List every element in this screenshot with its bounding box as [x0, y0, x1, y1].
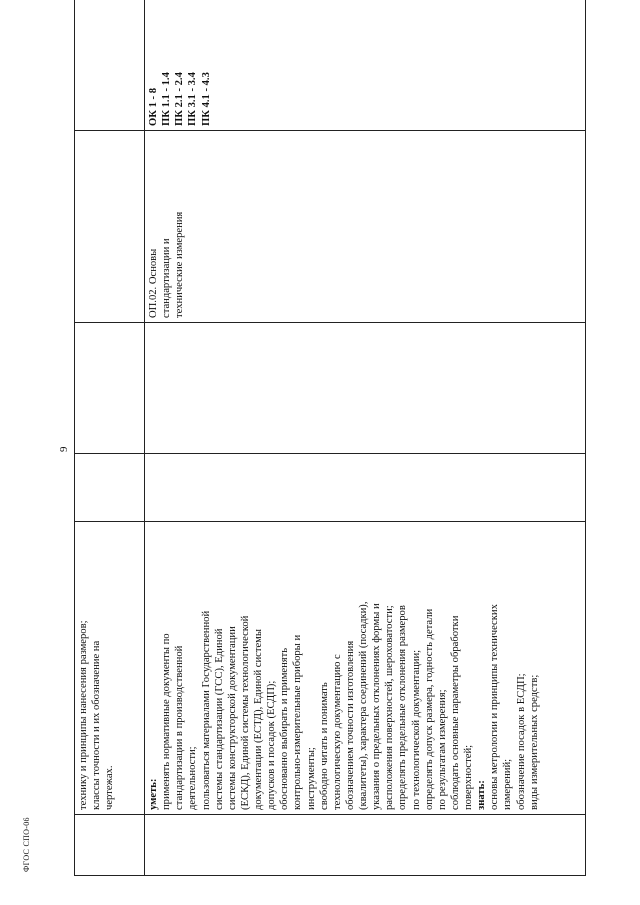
table-cell-discipline — [145, 131, 586, 323]
table-cell-requirements — [145, 522, 586, 815]
text-line: технику и принципы нанесения размеров; — [78, 620, 89, 810]
table-cell-empty — [75, 131, 145, 323]
table-row — [145, 0, 586, 876]
discipline-line: стандартизации и — [161, 238, 173, 318]
skill-line: поверхностей; — [463, 744, 474, 810]
skill-line: контрольно-измерительные приборы и — [292, 634, 304, 810]
competency-table — [74, 0, 586, 876]
knowledge-line: основы метрологии и принципы технических — [489, 604, 501, 810]
skill-line: инструменты; — [305, 747, 317, 810]
skill-line: (ЕСКД), Единой системы технологической — [239, 615, 251, 810]
competency-code: ПК 4.1 - 4.3 — [200, 72, 212, 126]
competency-code: ПК 2.1 - 2.4 — [174, 72, 186, 126]
skill-line: деятельности; — [187, 746, 199, 810]
knowledge-line: виды измерительных средств; — [528, 674, 540, 810]
text-line: чертежах. — [104, 765, 116, 810]
rotated-page-content — [74, 31, 586, 876]
table-cell-empty — [145, 323, 586, 454]
page-number: 9 — [58, 446, 70, 452]
skill-line: расположения поверхностей, шероховатости; — [384, 605, 396, 810]
skill-line: системы конструкторской документации — [226, 626, 238, 810]
table-cell-index — [145, 815, 586, 876]
knowledge-line: обозначение посадок в ЕСДП; — [515, 673, 527, 810]
table-cell-empty — [75, 0, 145, 131]
competency-code: ОК 1 - 8 — [148, 88, 159, 126]
skill-line: обоснованно выбирать и применять — [279, 647, 291, 810]
table-cell-empty — [75, 323, 145, 454]
skill-line: определять предельные отклонения размеров — [397, 605, 409, 810]
skill-line: указания о предельных отклонениях формы и — [371, 603, 383, 810]
skill-line: по результатам измерения; — [436, 689, 448, 810]
footer-code: ФГОС СПО-06 — [22, 817, 31, 872]
table-cell-competencies — [145, 0, 586, 131]
skill-line: системы стандартизации (ГСС), Единой — [213, 628, 225, 810]
skill-line: обозначением точности изготовления — [344, 640, 356, 810]
skill-line: (квалитеты), характера соединений (посадки), — [358, 601, 369, 810]
skill-line: по технологической документации; — [410, 649, 422, 810]
text-line: классы точности и их обозначение на — [91, 640, 103, 810]
skill-line: свободно читать и понимать — [318, 682, 330, 810]
skill-line: определять допуск размера, годность детали — [423, 608, 435, 810]
knowledge-line: измерений; — [502, 758, 514, 810]
skill-line: допусков и посадок (ЕСДП); — [266, 680, 278, 810]
knowledge-heading: знать: — [476, 780, 488, 810]
table-row — [75, 0, 145, 876]
skill-line: соблюдать основные параметры обработки — [449, 615, 461, 810]
competency-code: ПК 1.1 - 1.4 — [161, 72, 173, 126]
skill-line: пользоваться материалами Государственной — [200, 610, 212, 810]
competency-code: ПК 3.1 - 3.4 — [187, 72, 199, 126]
skill-line: стандартизации в производственной — [174, 645, 186, 810]
skills-heading: уметь: — [148, 778, 159, 810]
table-cell-index — [75, 815, 145, 876]
skill-line: технологическую документацию с — [331, 654, 343, 810]
table-cell-knowledge-continued — [75, 522, 145, 815]
table-cell-empty — [145, 454, 586, 522]
skill-line: документации (ЕСТД), Единой системы — [253, 629, 264, 810]
table-cell-empty — [75, 454, 145, 522]
skill-line: применять нормативные документы по — [161, 633, 173, 810]
discipline-line: технические измерения — [174, 211, 186, 318]
discipline-line: ОП.02. Основы — [148, 248, 159, 318]
